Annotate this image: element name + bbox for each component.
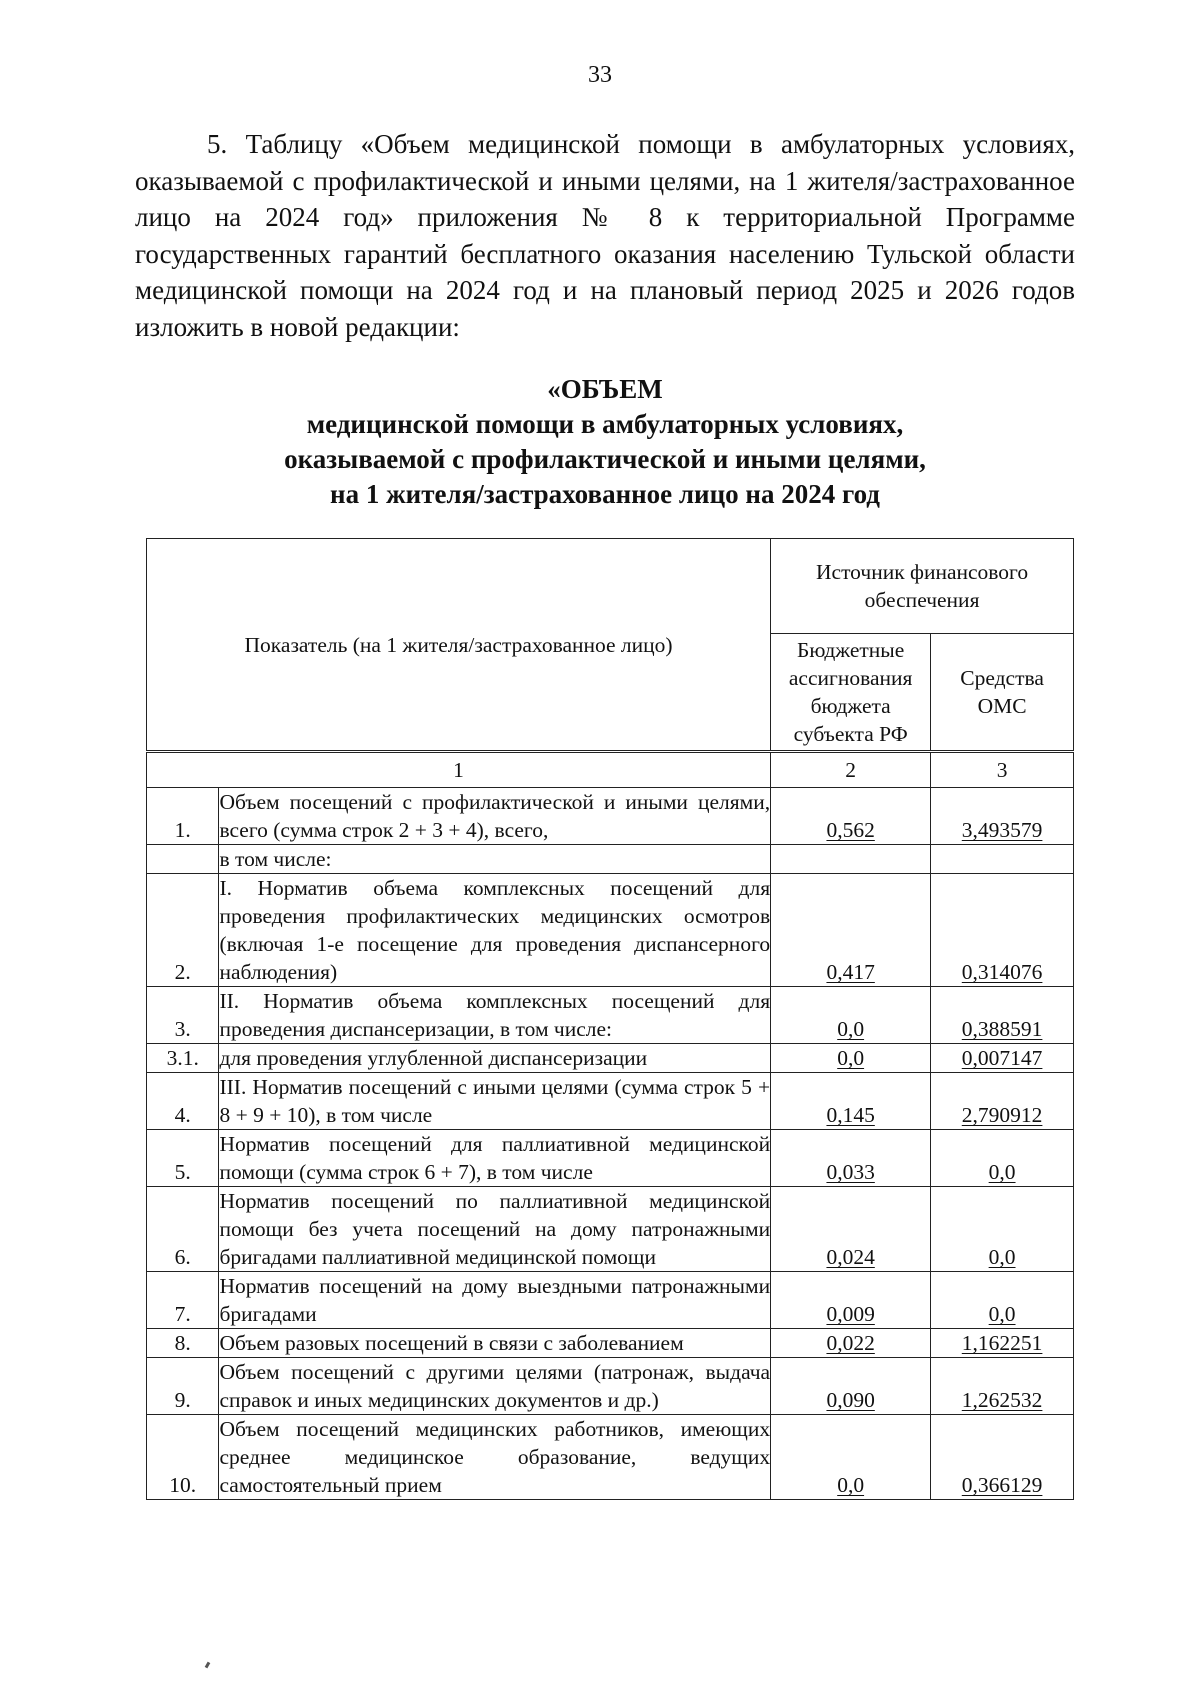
row-oms-value	[931, 845, 1074, 874]
table-row	[147, 1272, 1074, 1329]
table-row	[147, 788, 1074, 845]
row-budget-value: 0,145	[771, 1073, 931, 1130]
row-oms-value: 0,314076	[931, 874, 1074, 987]
row-text: в том числе:	[219, 845, 771, 874]
volume-table	[146, 538, 1074, 1500]
row-number: 3.1.	[147, 1044, 219, 1073]
row-text: Норматив посещений для паллиативной медицинской помощи (сумма строк 6 + 7), в том числе	[219, 1130, 771, 1187]
row-number: 6.	[147, 1187, 219, 1272]
row-budget-value: 0,0	[771, 987, 931, 1044]
row-text: Норматив посещений на дому выездными патронажными бригадами	[219, 1272, 771, 1329]
row-oms-value: 0,388591	[931, 987, 1074, 1044]
table-row	[147, 1044, 1074, 1073]
header-budget: Бюджетные ассигнования бюджета субъекта РФ	[771, 634, 931, 752]
row-number: 10.	[147, 1415, 219, 1500]
page-number: 33	[588, 62, 612, 88]
row-number: 7.	[147, 1272, 219, 1329]
table-row	[147, 1130, 1074, 1187]
table-row	[147, 874, 1074, 987]
row-budget-value: 0,090	[771, 1358, 931, 1415]
heading-line-3: оказываемой с профилактической и иными целями,	[284, 444, 926, 474]
row-budget-value: 0,009	[771, 1272, 931, 1329]
column-number: 3	[931, 752, 1074, 788]
column-number: 2	[771, 752, 931, 788]
row-budget-value	[771, 845, 931, 874]
row-number: 3.	[147, 987, 219, 1044]
row-text: Объем разовых посещений в связи с заболеванием	[219, 1329, 771, 1358]
row-text: Объем посещений с профилактической и иными целями, всего (сумма строк 2 + 3 + 4), всего,	[219, 788, 771, 845]
row-text: Норматив посещений по паллиативной медицинской помощи без учета посещений на дому патронажными бригадами паллиативной медицинской помощи	[219, 1187, 771, 1272]
column-number: 1	[147, 752, 771, 788]
table-row	[147, 845, 1074, 874]
heading-line-1: «ОБЪЕМ	[547, 374, 663, 404]
row-text: Объем посещений с другими целями (патронаж, выдача справок и иных медицинских документов и др.)	[219, 1358, 771, 1415]
row-text: Объем посещений медицинских работников, имеющих среднее медицинское образование, ведущих самостоятельный прием	[219, 1415, 771, 1500]
heading-line-4: на 1 жителя/застрахованное лицо на 2024 год	[330, 479, 880, 509]
table-row	[147, 1187, 1074, 1272]
table-row	[147, 987, 1074, 1044]
column-numbers-row	[147, 752, 1074, 788]
scan-speck	[205, 1662, 211, 1669]
row-oms-value: 0,007147	[931, 1044, 1074, 1073]
row-oms-value: 1,162251	[931, 1329, 1074, 1358]
row-text: III. Норматив посещений с иными целями (сумма строк 5 + 8 + 9 + 10), в том числе	[219, 1073, 771, 1130]
row-number: 9.	[147, 1358, 219, 1415]
row-budget-value: 0,033	[771, 1130, 931, 1187]
row-text: для проведения углубленной диспансеризации	[219, 1044, 771, 1073]
row-number: 4.	[147, 1073, 219, 1130]
header-source: Источник финансового обеспечения	[771, 539, 1074, 634]
table-row	[147, 1073, 1074, 1130]
row-number: 2.	[147, 874, 219, 987]
row-number	[147, 845, 219, 874]
row-oms-value: 2,790912	[931, 1073, 1074, 1130]
row-oms-value: 0,366129	[931, 1415, 1074, 1500]
table-heading	[135, 372, 1075, 512]
row-oms-value: 0,0	[931, 1187, 1074, 1272]
row-number: 5.	[147, 1130, 219, 1187]
header-oms: Средства ОМС	[931, 634, 1074, 752]
row-text: II. Норматив объема комплексных посещений для проведения диспансеризации, в том числе:	[219, 987, 771, 1044]
row-budget-value: 0,562	[771, 788, 931, 845]
row-number: 8.	[147, 1329, 219, 1358]
row-oms-value: 0,0	[931, 1130, 1074, 1187]
row-text: I. Норматив объема комплексных посещений для проведения профилактических медицинских осмотров (включая 1-е посещение для проведения диспансерного наблюдения)	[219, 874, 771, 987]
table-row	[147, 1358, 1074, 1415]
row-budget-value: 0,417	[771, 874, 931, 987]
row-number: 1.	[147, 788, 219, 845]
table-row	[147, 1415, 1074, 1500]
heading-line-2: медицинской помощи в амбулаторных условиях,	[306, 409, 904, 439]
row-oms-value: 3,493579	[931, 788, 1074, 845]
row-oms-value: 1,262532	[931, 1358, 1074, 1415]
row-oms-value: 0,0	[931, 1272, 1074, 1329]
row-budget-value: 0,0	[771, 1044, 931, 1073]
table-row	[147, 1329, 1074, 1358]
row-budget-value: 0,024	[771, 1187, 931, 1272]
header-indicator: Показатель (на 1 жителя/застрахованное лицо)	[147, 539, 771, 752]
intro-paragraph: 5. Таблицу «Объем медицинской помощи в амбулаторных условиях, оказываемой с профилактической и иными целями, на 1 жителя/застрахованное лицо на 2024 год» приложения № 8 к территориальной Программе государственных гарантий бесплатного оказания населению Тульской области медицинской помощи на 2024 год и на плановый период 2025 и 2026 годов изложить в новой редакции:	[135, 129, 1075, 342]
row-budget-value: 0,0	[771, 1415, 931, 1500]
row-budget-value: 0,022	[771, 1329, 931, 1358]
